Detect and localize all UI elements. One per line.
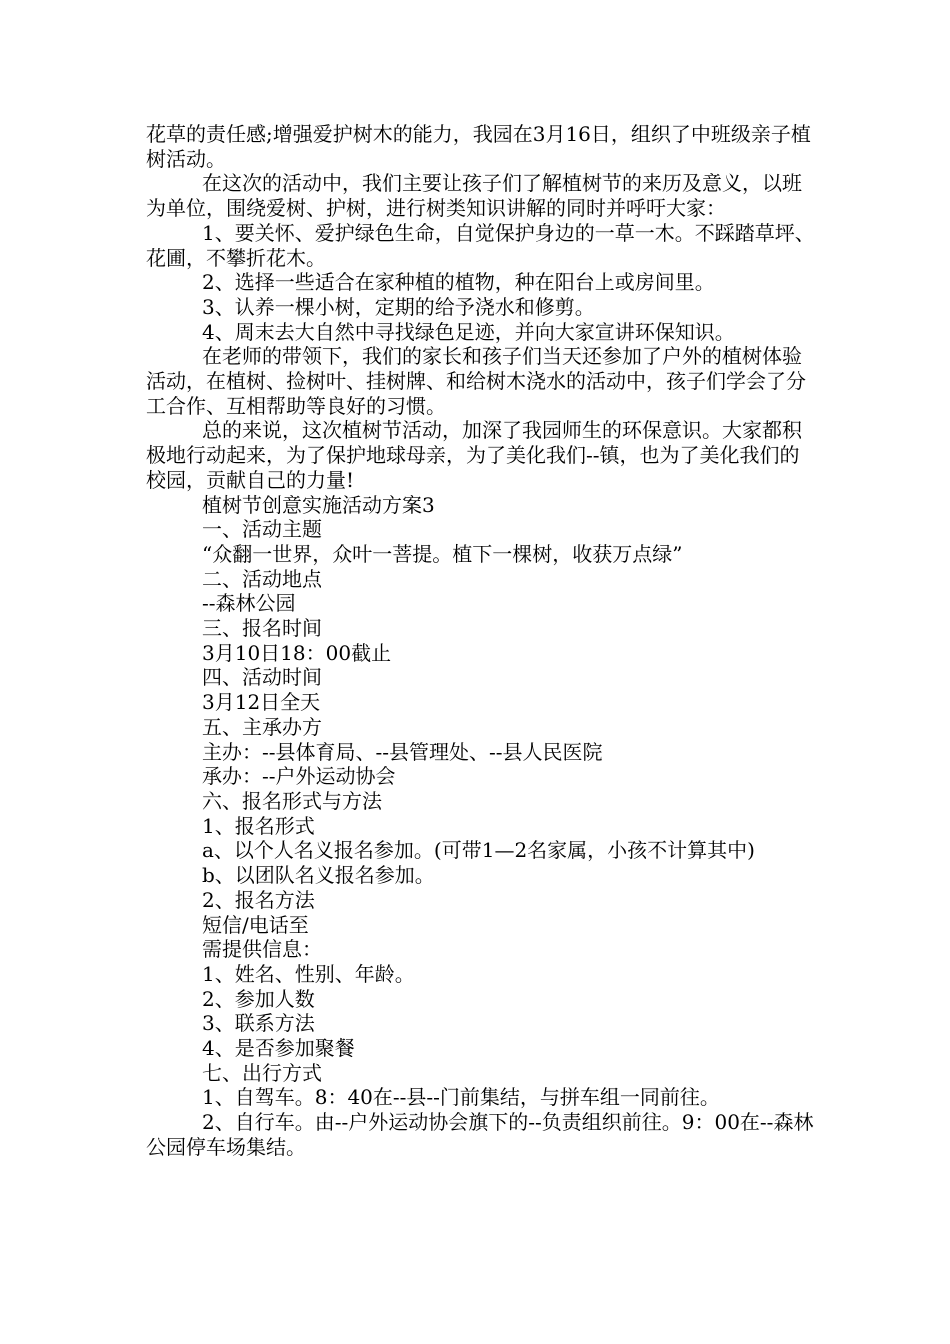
paragraph: 四、活动时间 xyxy=(202,665,322,690)
paragraph: --森林公园 xyxy=(202,591,296,616)
paragraph: 六、报名形式与方法 xyxy=(202,788,382,813)
paragraph: 3、联系方法 xyxy=(202,1011,315,1036)
paragraph: 2、自行车。由--户外运动协会旗下的--负责组织前往。9：00在--森林公园停车场集结。 xyxy=(146,1110,814,1159)
document-body xyxy=(146,122,816,1160)
paragraph: 三、报名时间 xyxy=(202,616,322,641)
paragraph: 花草的责任感;增强爱护树木的能力，我园在3月16日，组织了中班级亲子植树活动。 xyxy=(146,122,811,171)
paragraph: 承办：--户外运动协会 xyxy=(202,764,396,789)
paragraph: “众翻一世界，众叶一菩提。植下一棵树，收获万点绿” xyxy=(202,541,683,566)
paragraph: 植树节创意实施活动方案3 xyxy=(202,492,435,517)
paragraph: a、以个人名义报名参加。(可带1—2名家属，小孩不计算其中) xyxy=(202,838,755,863)
paragraph: 短信/电话至 xyxy=(202,912,309,937)
paragraph: 4、周末去大自然中寻找绿色足迹，并向大家宣讲环保知识。 xyxy=(202,319,735,344)
paragraph: 3月10日18：00截止 xyxy=(202,640,392,665)
paragraph: 2、参加人数 xyxy=(202,986,315,1011)
paragraph: b、以团队名义报名参加。 xyxy=(202,863,435,888)
paragraph: 在老师的带领下，我们的家长和孩子们当天还参加了户外的植树体验活动，在植树、捡树叶、挂树牌、和给树木浇水的活动中，孩子们学会了分工合作、互相帮助等良好的习惯。 xyxy=(146,344,806,418)
paragraph: 需提供信息： xyxy=(202,937,322,962)
paragraph: 1、要关怀、爱护绿色生命，自觉保护身边的一草一木。不踩踏草坪、花圃，不攀折花木。 xyxy=(146,220,815,270)
paragraph: 1、姓名、性别、年龄。 xyxy=(202,961,415,986)
paragraph: 1、报名形式 xyxy=(202,813,315,838)
paragraph: 主办：--县体育局、--县管理处、--县人民医院 xyxy=(202,739,603,764)
paragraph: 七、出行方式 xyxy=(202,1060,322,1085)
paragraph: 1、自驾车。8：40在--县--门前集结，与拼车组一同前往。 xyxy=(202,1085,720,1110)
paragraph: 在这次的活动中，我们主要让孩子们了解植树节的来历及意义，以班为单位，围绕爱树、护树，进行树类知识讲解的同时并呼吁大家： xyxy=(146,171,802,221)
paragraph: 五、主承办方 xyxy=(202,714,322,739)
paragraph: 2、报名方法 xyxy=(202,887,315,912)
paragraph: 总的来说，这次植树节活动，加深了我园师生的环保意识。大家都积极地行动起来，为了保护地球母亲，为了美化我们--镇，也为了美化我们的校园，贡献自己的力量! xyxy=(146,418,802,492)
paragraph: 4、是否参加聚餐 xyxy=(202,1036,355,1061)
paragraph: 2、选择一些适合在家种植的植物，种在阳台上或房间里。 xyxy=(202,270,715,295)
paragraph: 3、认养一棵小树，定期的给予浇水和修剪。 xyxy=(202,294,595,319)
paragraph: 二、活动地点 xyxy=(202,566,322,591)
paragraph: 3月12日全天 xyxy=(202,690,321,715)
paragraph: 一、活动主题 xyxy=(202,517,322,542)
